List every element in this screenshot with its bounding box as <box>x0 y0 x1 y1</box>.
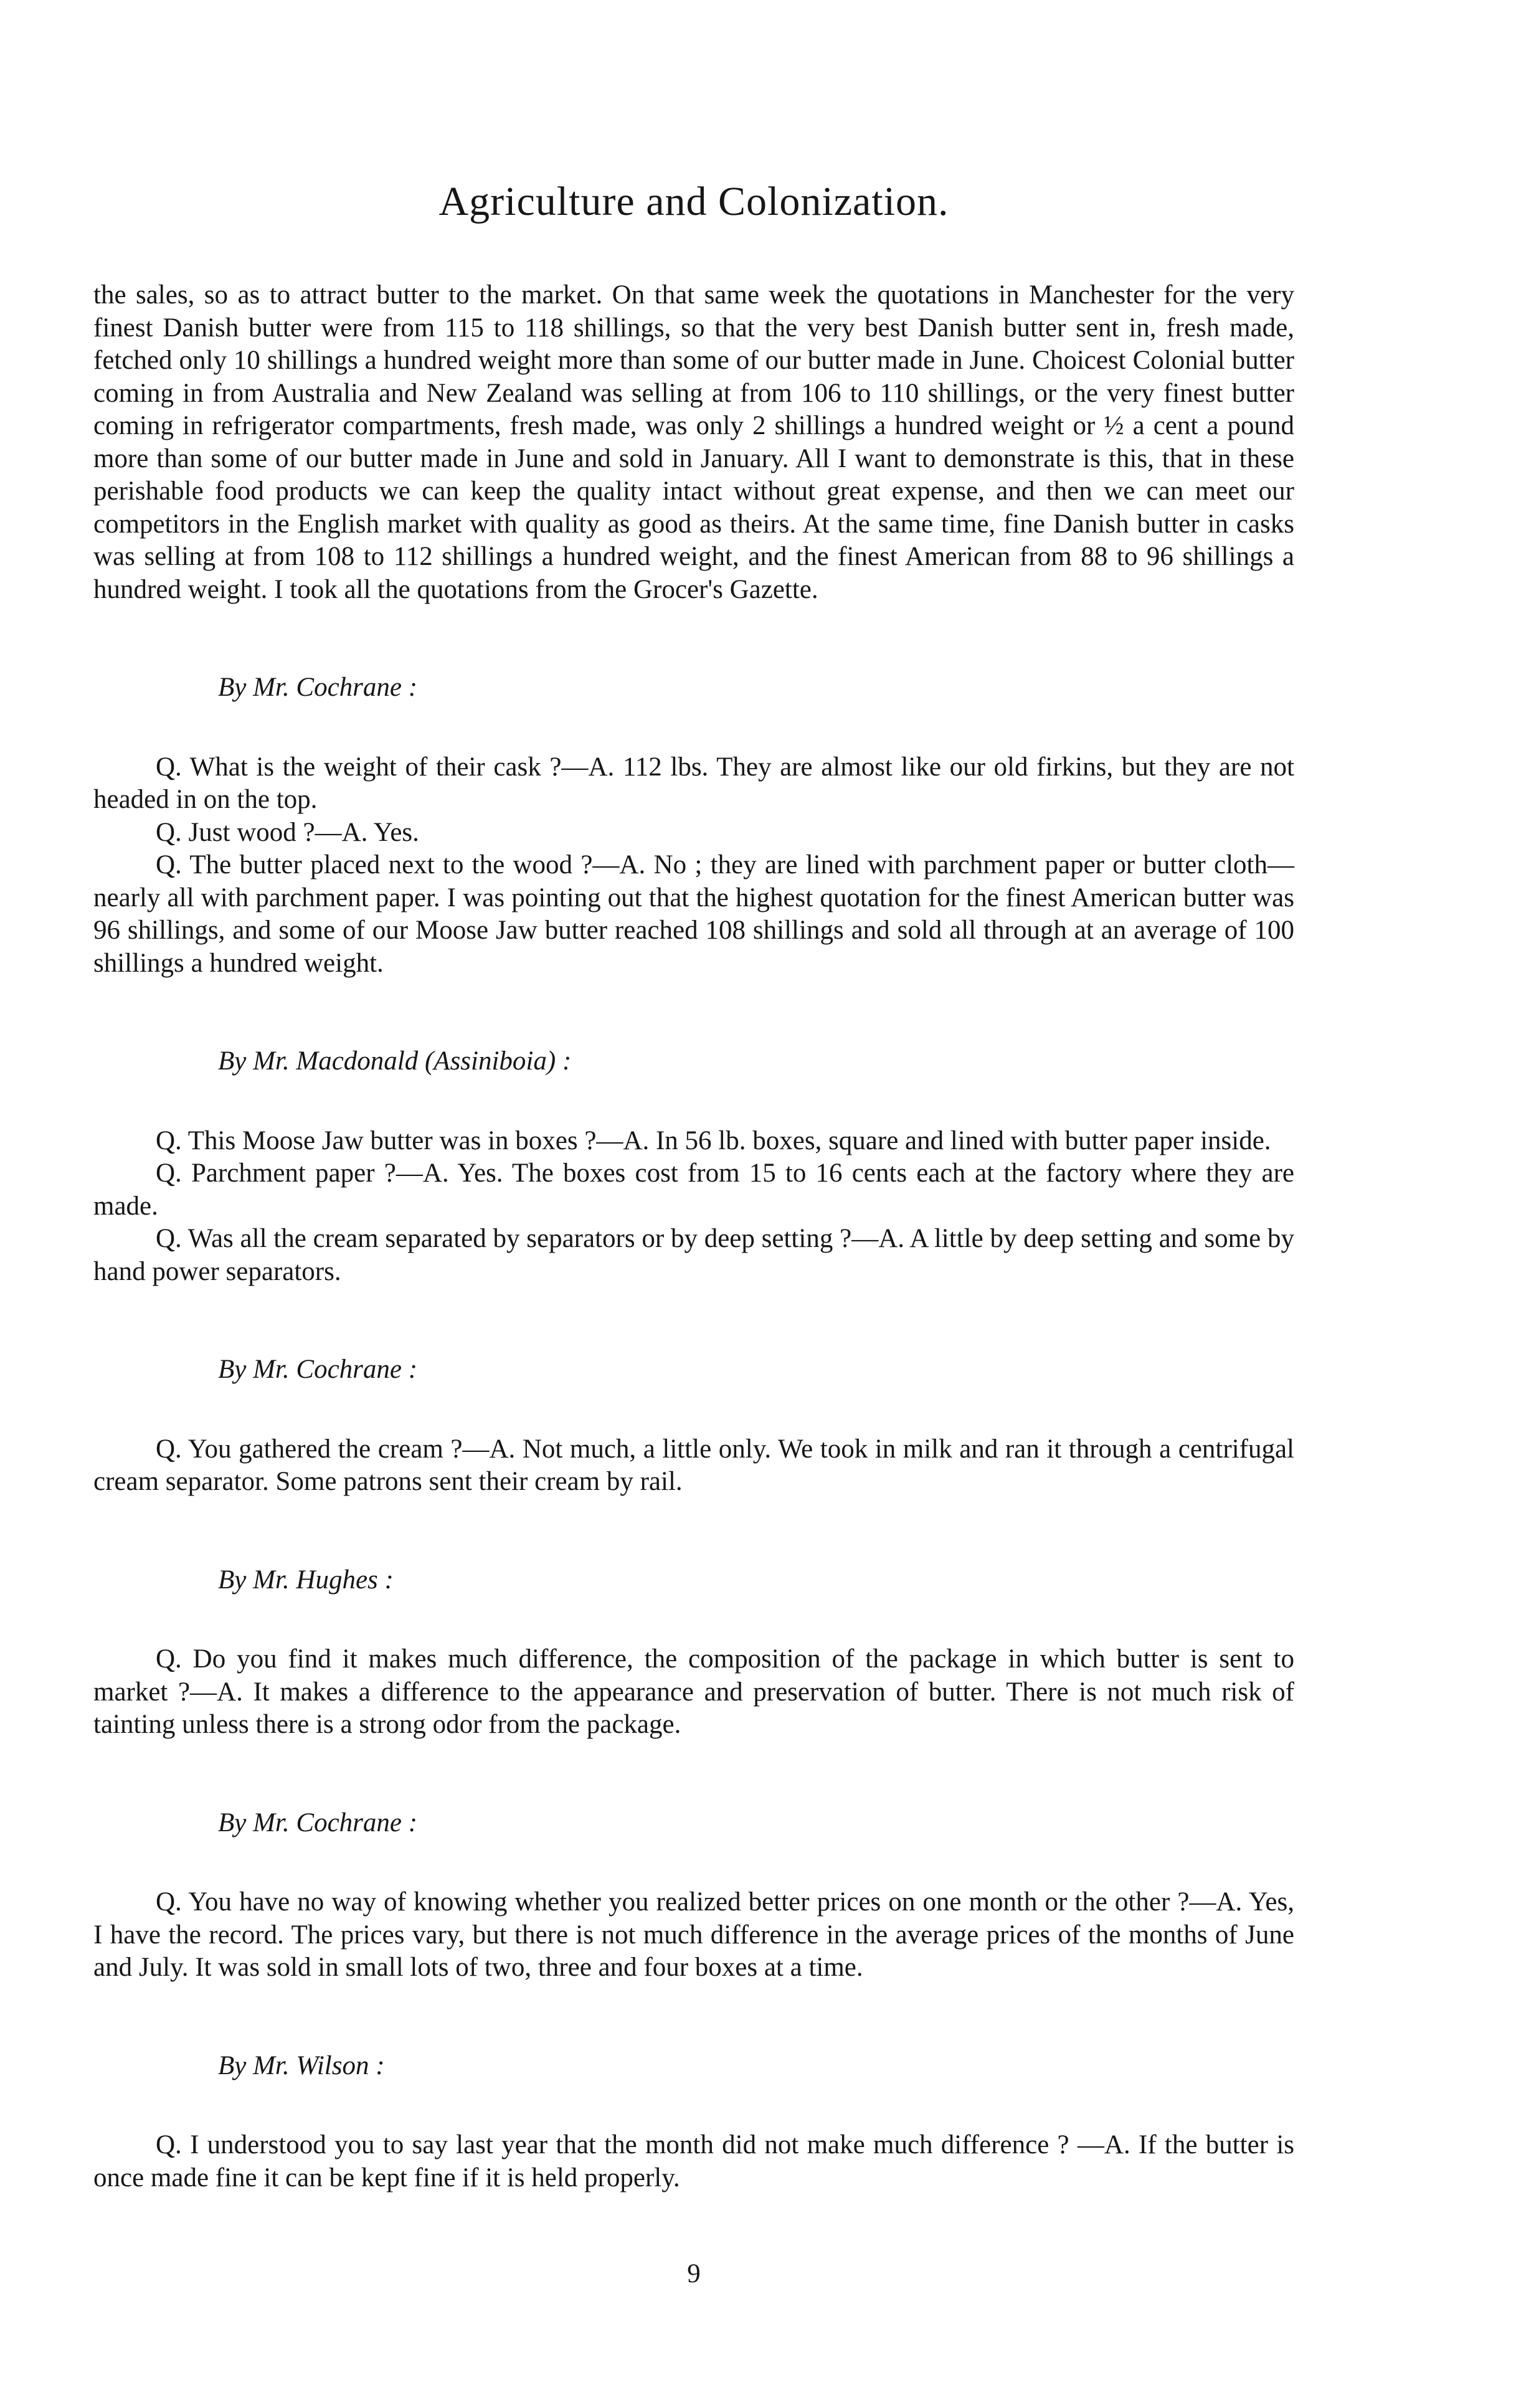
question-answer: Q. Just wood ?—A. Yes. <box>156 817 419 847</box>
spacer <box>93 2082 1294 2129</box>
speaker-heading: By Mr. Hughes : <box>218 1565 394 1595</box>
testimony-section <box>93 1045 1294 1288</box>
body-text <box>93 279 1294 2194</box>
testimony-section <box>93 1564 1294 1742</box>
spacer <box>93 1386 1294 1433</box>
spacer <box>93 1596 1294 1643</box>
spacer <box>93 980 1294 1045</box>
opening-paragraph: the sales, so as to attract butter to the market. On that same week the quotations in Manchester for the very finest Danish butter were from 115 to 118 shillings, so that the very best Danish butter sent in, fresh made, fetched only 10 shillings a hundred weight more than some of our butter made in June. Choicest Colonial butter coming in from Australia and New Zealand was selling at from 106 to 110 shillings, or the very finest butter coming in refrigerator compartments, fresh made, was only 2 shillings a hundred weight or ½ a cent a pound more than some of our butter made in June and sold in January. All I want to demonstrate is this, that in these perishable food products we can keep the quality intact without great expense, and then we can meet our competitors in the English market with quality as good as theirs. At the same time, fine Danish butter in casks was selling at from 108 to 112 shillings a hundred weight, and the finest American from 88 to 96 shillings a hundred weight. I took all the quotations from the Grocer's Gazette. <box>93 280 1294 604</box>
testimony-section <box>93 1353 1294 1499</box>
spacer <box>93 704 1294 751</box>
testimony-section <box>93 2050 1294 2195</box>
spacer <box>93 1078 1294 1125</box>
spacer <box>93 1742 1294 1807</box>
question-answer: Q. What is the weight of their cask ?—A. 112 lbs. They are almost like our old firkins, but they are not headed in on the top. <box>93 752 1294 814</box>
question-answer: Q. You have no way of knowing whether you realized better prices on one month or the other ?—A. Yes, I have the record. The prices vary, but there is not much difference in the average prices of the months of June and July. It was sold in small lots of two, three and four boxes at a time. <box>93 1887 1294 1982</box>
spacer <box>93 1984 1294 2050</box>
testimony-section <box>93 671 1294 980</box>
running-title: Agriculture and Colonization. <box>438 179 949 224</box>
question-answer: Q. I understood you to say last year that the month did not make much difference ? —A. If the butter is once made fine it can be kept fine if it is held properly. <box>93 2130 1294 2192</box>
spacer <box>93 1288 1294 1353</box>
page-number: 9 <box>687 2259 701 2288</box>
question-answer: Q. Was all the cream separated by separators or by deep setting ?—A. A little by deep setting and some by hand power separators. <box>93 1224 1294 1286</box>
spacer <box>93 606 1294 671</box>
speaker-heading: By Mr. Cochrane : <box>218 1808 418 1837</box>
spacer <box>93 1839 1294 1886</box>
question-answer: Q. This Moose Jaw butter was in boxes ?—A. In 56 lb. boxes, square and lined with butter paper inside. <box>156 1126 1271 1155</box>
spacer <box>93 1499 1294 1564</box>
speaker-heading: By Mr. Macdonald (Assiniboia) : <box>218 1046 572 1076</box>
question-answer: Q. Parchment paper ?—A. Yes. The boxes cost from 15 to 16 cents each at the factory where they are made. <box>93 1159 1294 1221</box>
question-answer: Q. Do you find it makes much difference, the composition of the package in which butter is sent to market ?—A. It makes a difference to the appearance and preservation of butter. There is not much risk of tainting unless there is a strong odor from the package. <box>93 1644 1294 1739</box>
question-answer: Q. The butter placed next to the wood ?—A. No ; they are lined with parchment paper or butter cloth—nearly all with parchment paper. I was pointing out that the highest quotation for the finest American butter was 96 shillings, and some of our Moose Jaw butter reached 108 shillings and sold all through at an average of 100 shillings a hundred weight. <box>93 850 1294 978</box>
document-page <box>93 0 1294 2408</box>
testimony-section <box>93 1807 1294 1984</box>
question-answer: Q. You gathered the cream ?—A. Not much, a little only. We took in milk and ran it through a centrifugal cream separator. Some patrons sent their cream by rail. <box>93 1434 1294 1496</box>
speaker-heading: By Mr. Cochrane : <box>218 1355 418 1384</box>
speaker-heading: By Mr. Cochrane : <box>218 673 418 702</box>
speaker-heading: By Mr. Wilson : <box>218 2050 385 2080</box>
